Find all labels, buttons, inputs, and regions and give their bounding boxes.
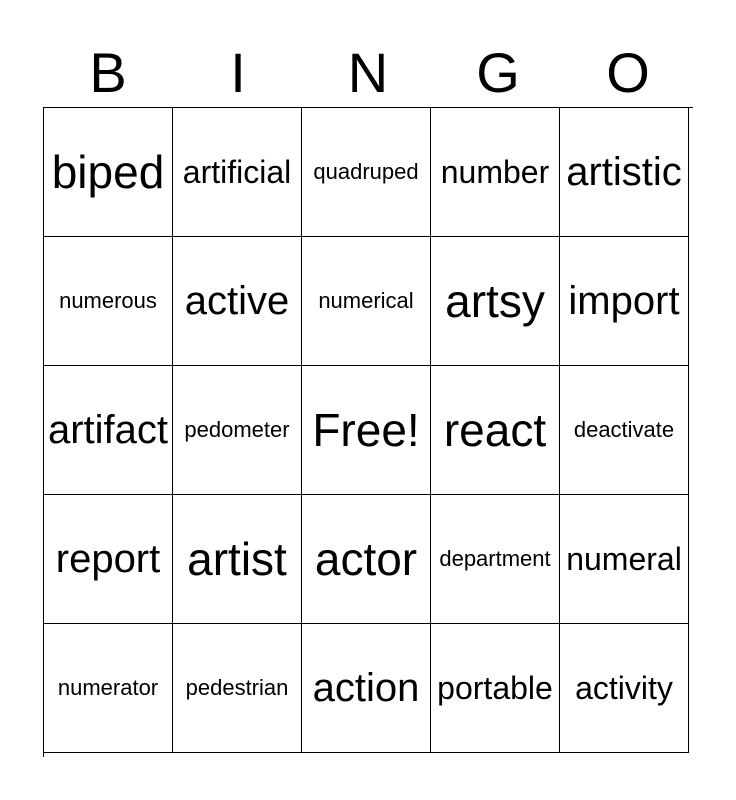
bingo-board: [43, 107, 693, 757]
bingo-cell: numeral: [560, 495, 689, 624]
bingo-cell: actor: [302, 495, 431, 624]
bingo-cell: numerical: [302, 237, 431, 366]
bingo-cell: artist: [173, 495, 302, 624]
bingo-cell: deactivate: [560, 366, 689, 495]
bingo-cell: quadruped: [302, 108, 431, 237]
bingo-cell: biped: [44, 108, 173, 237]
bingo-cell: department: [431, 495, 560, 624]
bingo-cell: portable: [431, 624, 560, 753]
bingo-cell: pedometer: [173, 366, 302, 495]
bingo-cell: react: [431, 366, 560, 495]
bingo-cell: import: [560, 237, 689, 366]
header-letter-i: I: [230, 41, 246, 104]
header-letter-g: G: [476, 41, 520, 104]
header-letter-n: N: [347, 41, 389, 104]
bingo-cell: artistic: [560, 108, 689, 237]
bingo-header: [43, 42, 693, 104]
bingo-cell: artsy: [431, 237, 560, 366]
bingo-cell: numerator: [44, 624, 173, 753]
bingo-cell: pedestrian: [173, 624, 302, 753]
bingo-cell: activity: [560, 624, 689, 753]
free-space-cell: Free!: [302, 366, 431, 495]
header-letter-o: O: [606, 41, 650, 104]
bingo-cell: action: [302, 624, 431, 753]
bingo-cell: artificial: [173, 108, 302, 237]
bingo-cell: artifact: [44, 366, 173, 495]
bingo-cell: report: [44, 495, 173, 624]
bingo-cell: active: [173, 237, 302, 366]
bingo-cell: numerous: [44, 237, 173, 366]
bingo-cell: number: [431, 108, 560, 237]
header-letter-b: B: [89, 41, 127, 104]
